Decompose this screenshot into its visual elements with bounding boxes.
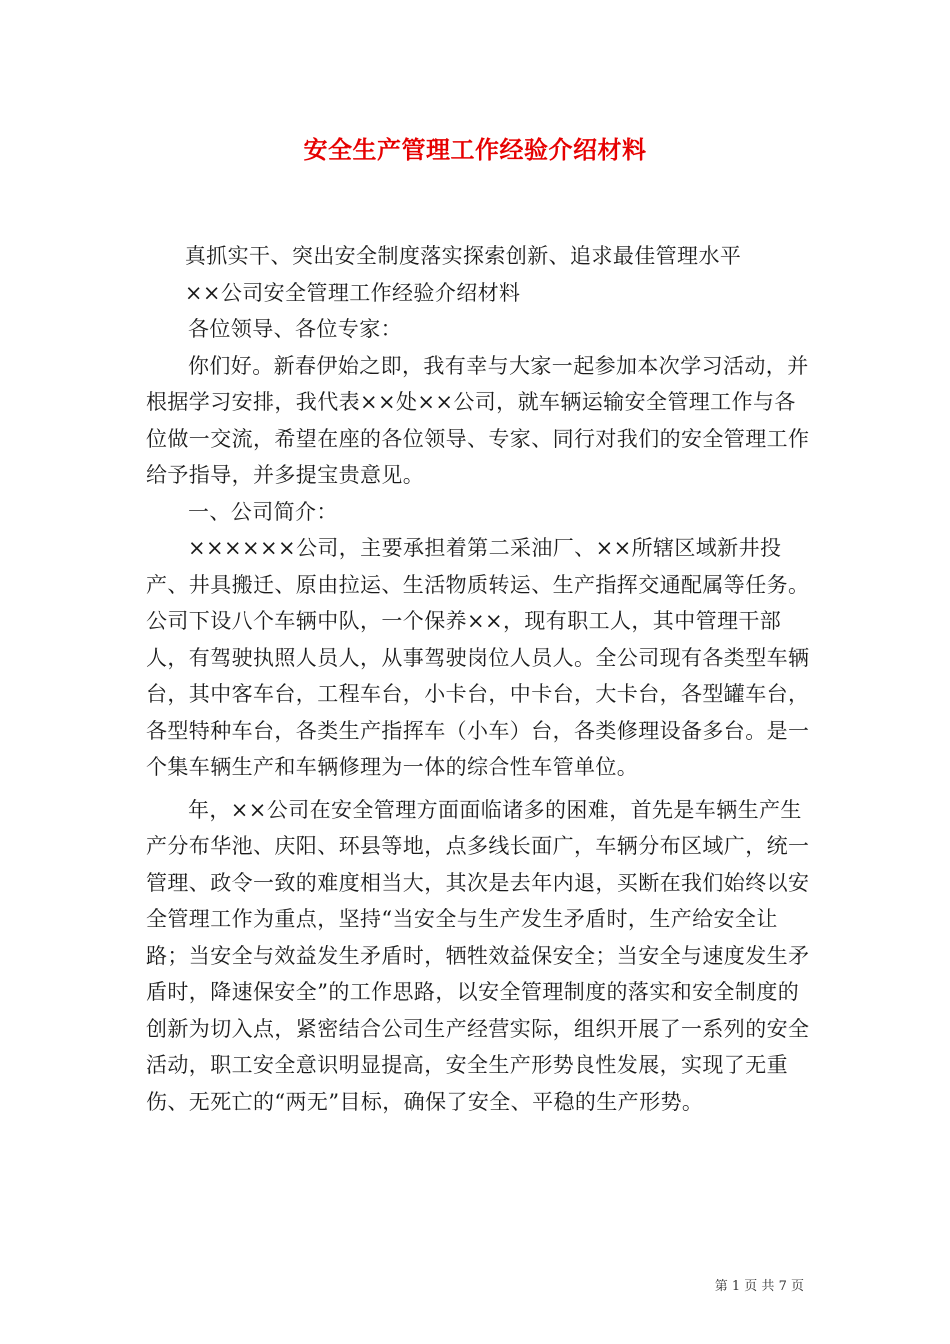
page-number-footer — [715, 1275, 804, 1294]
section-heading: 一、公司简介： — [188, 499, 338, 524]
safety-overview-paragraph: 年，××公司在安全管理方面面临诸多的困难，首先是车辆生产生产分布华池、庆阳、环县等地，点多线长面广，车辆分布区域广，统一管理、政令一致的难度相当大，其次是去年内退，买断在我们始终以安全管理工作为重点，坚持“当安全与生产发生矛盾时，生产给安全让路；当安全与效益发生矛盾时，牺牲效益保安全；当安全与速度发生矛盾时，降速保安全”的工作思路，以安全管理制度的落实和安全制度的创新为切入点，紧密结合公司生产经营实际，组织开展了一系列的安全活动，职工安全意识明显提高，安全生产形势良性发展，实现了无重伤、无死亡的“两无”目标，确保了安全、平稳的生产形势。 — [146, 797, 810, 1114]
document-body — [146, 238, 814, 1120]
subtitle-line: 真抓实干、突出安全制度落实探索创新、追求最佳管理水平 — [184, 244, 742, 268]
company-intro-paragraph: ××××××公司，主要承担着第二采油厂、××所辖区域新井投产、井具搬迁、原由拉运、生活物质转运、生产指挥交通配属等任务。公司下设八个车辆中队，一个保养××，现有职工人，其中管理干部人，有驾驶执照人员人，从事驾驶岗位人员人。全公司现有各类型车辆台，其中客车台，工程车台，小卡台，中卡台，大卡台，各型罐车台，各型特种车台，各类生产指挥车（小车）台，各类修理设备多台。是一个集车辆生产和车辆修理为一体的综合性车管单位。 — [146, 536, 810, 779]
salutation: 各位领导、各位专家： — [188, 317, 402, 341]
footer-total-pages: 7 — [778, 1279, 787, 1294]
document-title: 安全生产管理工作经验介绍材料 — [303, 135, 647, 164]
footer-of-label: 页 共 — [744, 1279, 775, 1294]
opening-paragraph: 你们好。新春伊始之即，我有幸与大家一起参加本次学习活动，并根据学习安排，我代表××处××公司，就车辆运输安全管理工作与各位做一交流，希望在座的各位领导、专家、同行对我们的安全管理工作给予指导，并多提宝贵意见。 — [146, 353, 810, 487]
footer-page-suffix: 页 — [790, 1279, 804, 1294]
footer-page-label: 第 — [714, 1279, 728, 1294]
footer-current-page: 1 — [731, 1279, 741, 1294]
material-title-line: ××公司安全管理工作经验介绍材料 — [184, 280, 521, 305]
